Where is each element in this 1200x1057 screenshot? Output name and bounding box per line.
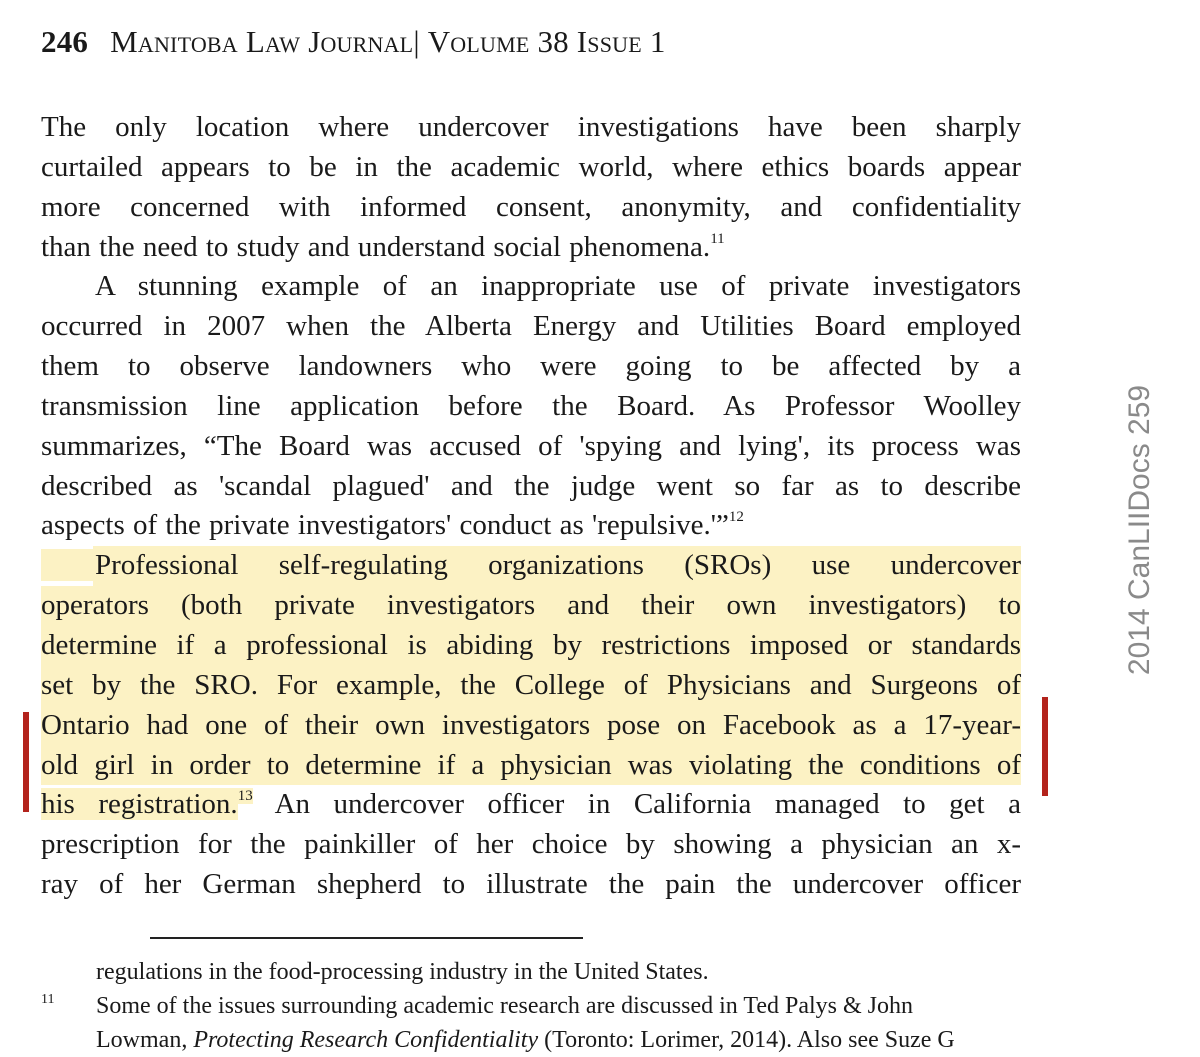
text-line bbox=[41, 546, 1021, 586]
text-segment: curtailed appears to be in the academic world, where ethics boards appear bbox=[41, 150, 1021, 183]
page-number: 246 bbox=[41, 24, 89, 59]
footnote-continuation: regulations in the food-processing industry in the United States. bbox=[96, 959, 709, 985]
text-segment: occurred in 2007 when the Alberta Energy and Utilities Board employed bbox=[41, 310, 1021, 343]
footnote-text: (Toronto: Lorimer, 2014). Also see Suze G bbox=[538, 1027, 955, 1053]
text-line bbox=[41, 706, 1021, 746]
text-line bbox=[41, 108, 1021, 148]
text-line bbox=[41, 148, 1021, 188]
text-line bbox=[41, 228, 1021, 268]
footnote-separator bbox=[150, 937, 583, 939]
highlighted-text: Ontario had one of their own investigators pose on Facebook as a 17-year- bbox=[41, 708, 1021, 741]
text-line bbox=[41, 586, 1021, 626]
text-line bbox=[41, 666, 1021, 706]
text-segment: them to observe landowners who were going to be affected by a bbox=[41, 350, 1021, 383]
footnotes bbox=[41, 955, 1020, 1057]
highlighted-text: operators (both private investigators and their own investigators) to bbox=[41, 589, 1021, 622]
highlighted-text: set by the SRO. For example, the College of Physicians and Surgeons of bbox=[41, 668, 1021, 701]
text-line bbox=[41, 387, 1021, 427]
footnote-ref[interactable]: 11 bbox=[710, 230, 725, 247]
text-segment: A stunning example of an inappropriate use of private investigators bbox=[95, 270, 1021, 303]
footnote-ref[interactable]: 12 bbox=[728, 509, 744, 526]
text-line bbox=[41, 188, 1021, 228]
volume-issue: Volume 38 Issue 1 bbox=[427, 24, 666, 59]
annotation-margin-bar-right bbox=[1042, 697, 1048, 796]
text-line bbox=[41, 825, 1021, 865]
text-segment: An undercover officer in California managed to get a bbox=[252, 788, 1021, 821]
annotation-margin-bar-left bbox=[23, 712, 29, 812]
highlighted-text: determine if a professional is abiding by restrictions imposed or standards bbox=[41, 628, 1021, 661]
text-segment: prescription for the painkiller of her choice by showing a physician an x- bbox=[41, 828, 1021, 861]
footnote-11-cont bbox=[96, 1023, 1020, 1057]
text-segment: than the need to study and understand social phenomena. bbox=[41, 230, 711, 263]
footnote-text: Some of the issues surrounding academic research are discussed in Ted Palys & John bbox=[96, 993, 914, 1019]
cited-work-title: Protecting Research Confidentiality bbox=[193, 1027, 539, 1053]
text-segment: aspects of the private investigators' conduct as 'repulsive.'” bbox=[41, 509, 729, 542]
text-line bbox=[41, 506, 1021, 546]
highlighted-text: Professional self-regulating organizations (SROs) use undercover bbox=[41, 549, 1021, 581]
text-segment: transmission line application before the Board. As Professor Woolley bbox=[41, 389, 1021, 422]
text-segment: described as 'scandal plagued' and the judge went so far as to describe bbox=[41, 469, 1021, 502]
journal-title: Manitoba Law Journal bbox=[110, 24, 414, 59]
text-segment: more concerned with informed consent, anonymity, and confidentiality bbox=[41, 190, 1021, 223]
text-line bbox=[41, 626, 1021, 666]
highlighted-text: his registration. bbox=[41, 788, 238, 821]
text-line bbox=[41, 307, 1021, 347]
text-line bbox=[41, 746, 1021, 786]
text-segment: summarizes, “The Board was accused of 'spying and lying', its process was bbox=[41, 429, 1021, 462]
header-separator: | bbox=[413, 24, 420, 59]
highlighted-text: old girl in order to determine if a physician was violating the conditions of bbox=[41, 748, 1021, 781]
text-segment: ray of her German shepherd to illustrate the pain the undercover officer bbox=[41, 868, 1021, 901]
text-line bbox=[41, 427, 1021, 467]
canlii-watermark: 2014 CanLIIDocs 259 bbox=[1123, 384, 1156, 676]
footnote-number: 11 bbox=[41, 992, 55, 1007]
footnote-11 bbox=[41, 989, 1020, 1023]
text-line bbox=[41, 467, 1021, 507]
body-text bbox=[41, 108, 1021, 905]
text-line bbox=[41, 347, 1021, 387]
text-segment: The only location where undercover investigations have been sharply bbox=[41, 111, 1021, 143]
running-header bbox=[41, 24, 666, 60]
footnote-ref[interactable]: 13 bbox=[237, 788, 253, 805]
footnote-text: Lowman, bbox=[96, 1027, 194, 1053]
text-line bbox=[41, 785, 1021, 825]
text-line bbox=[41, 267, 1021, 307]
text-line bbox=[41, 865, 1021, 905]
